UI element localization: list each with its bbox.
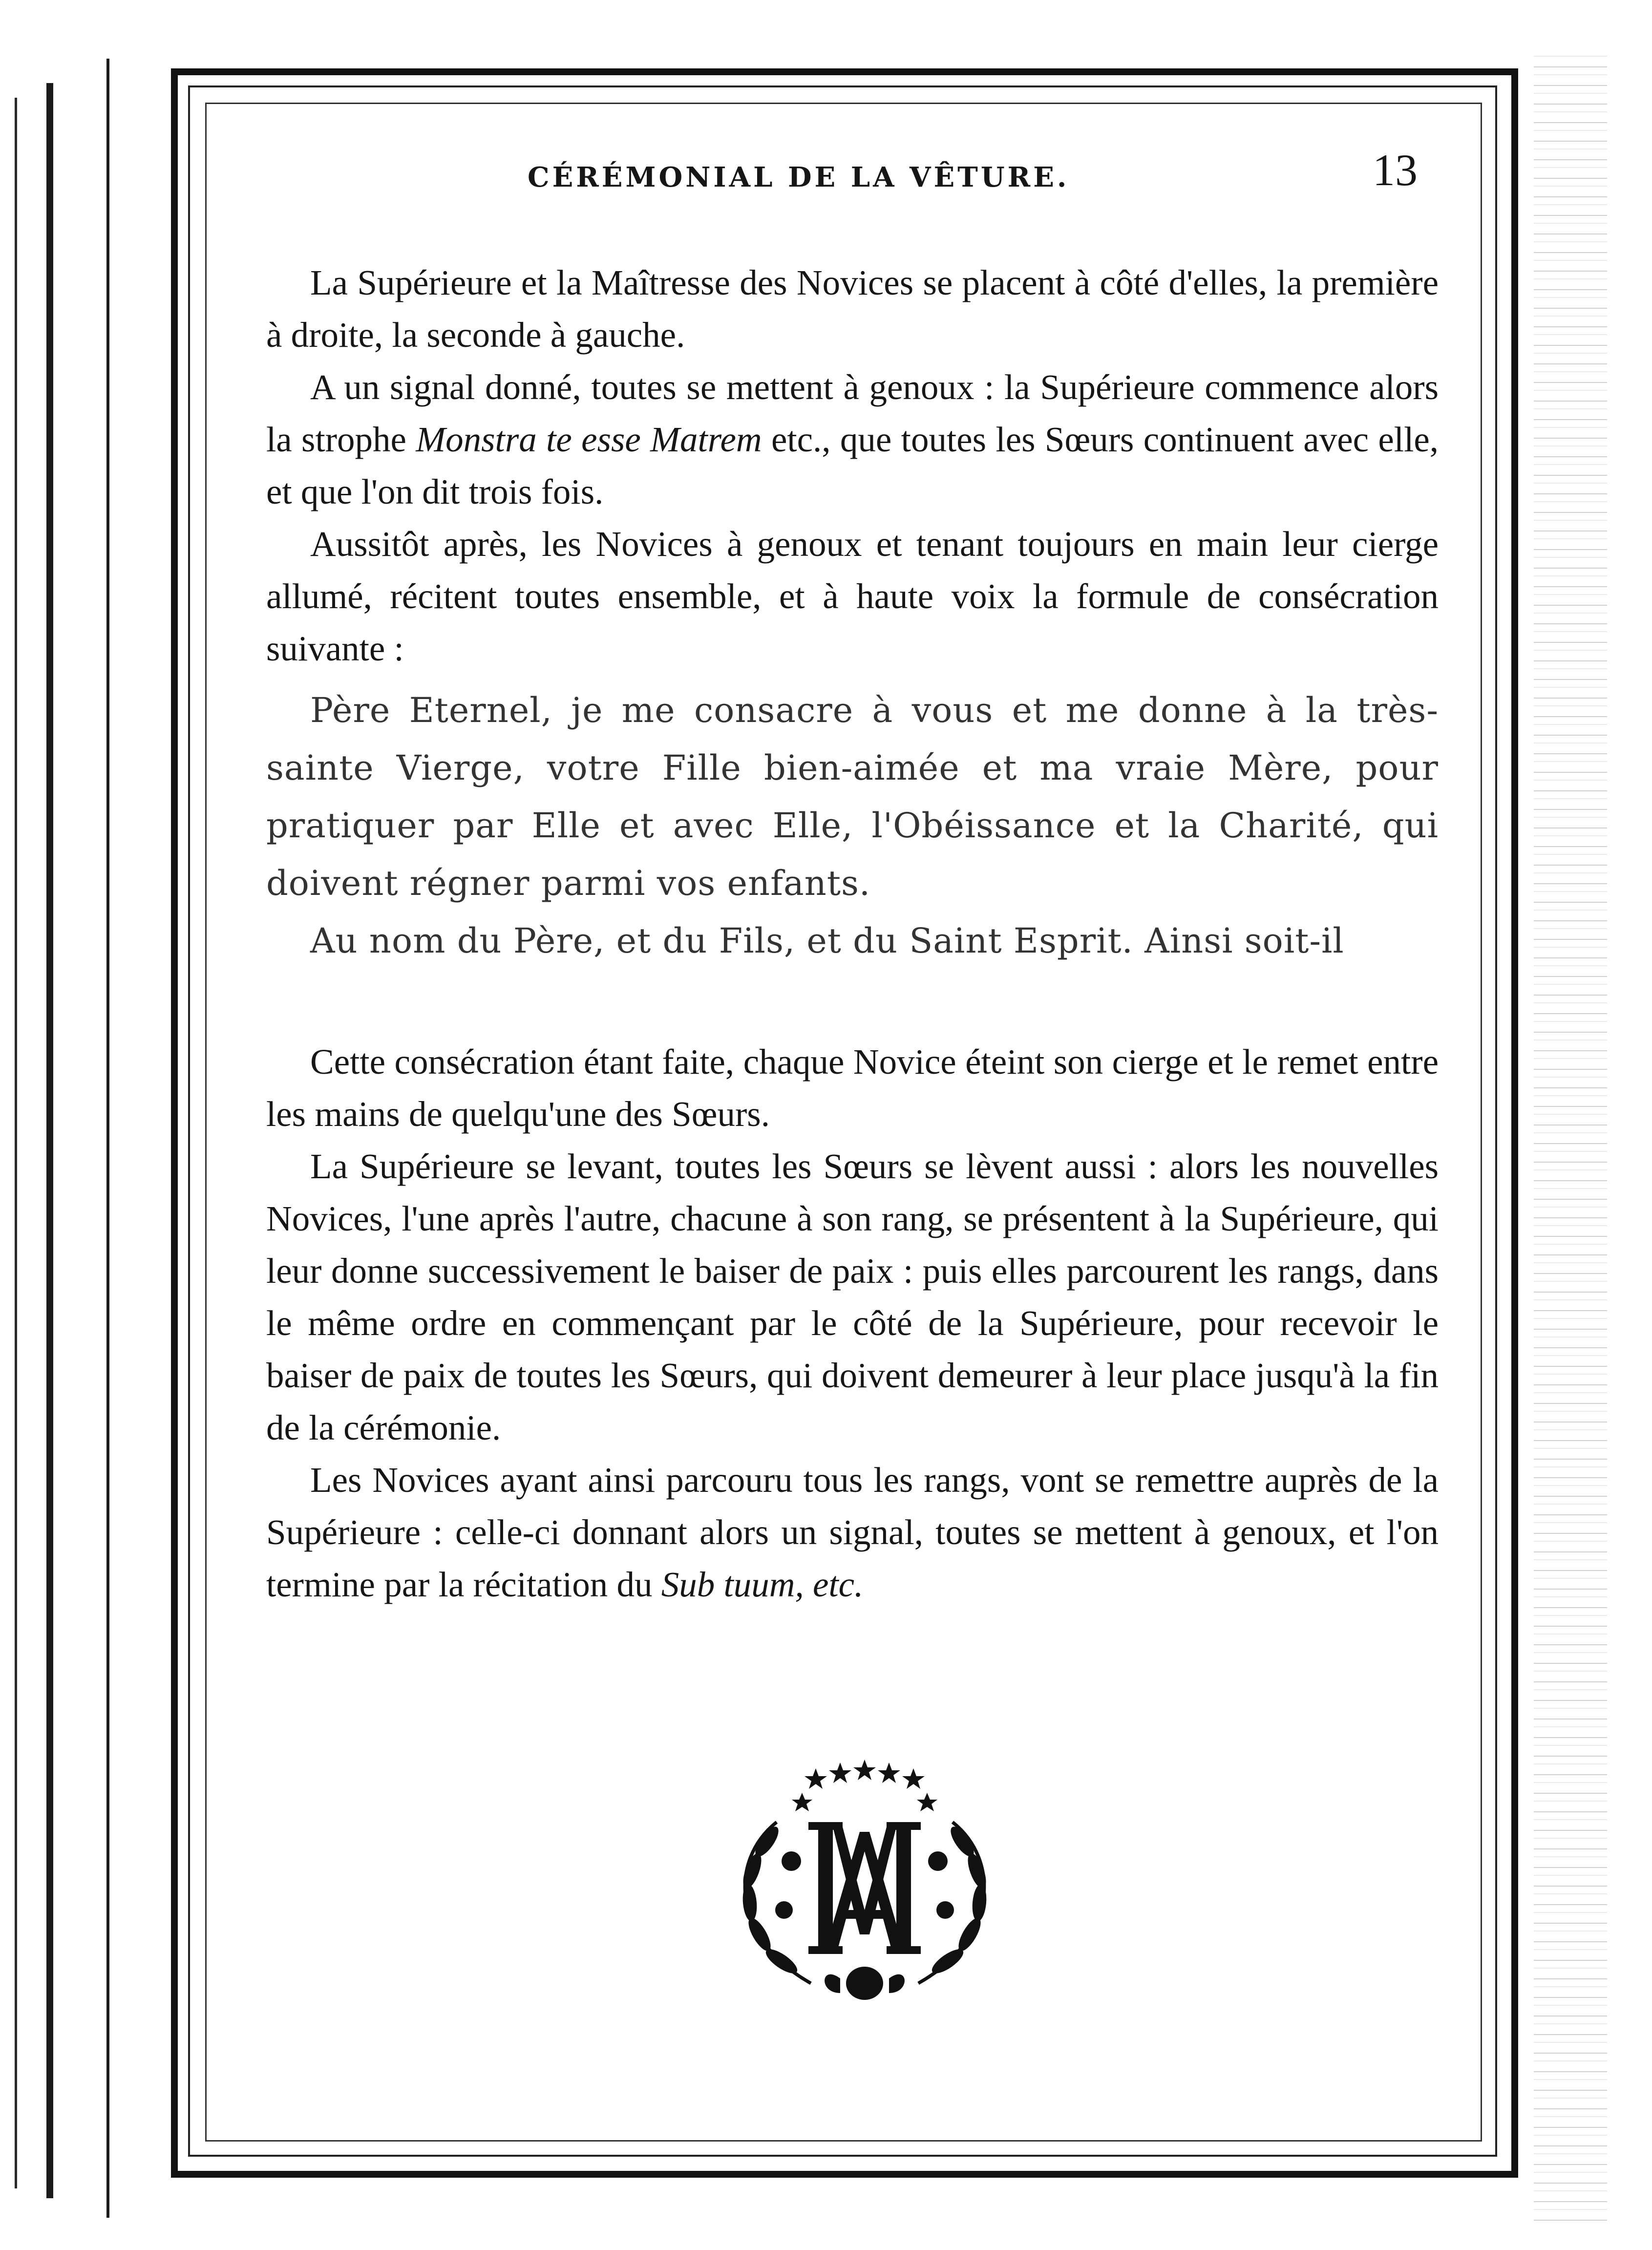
- paragraph-2: [266, 361, 1439, 518]
- previous-page-inner-rule: [0, 98, 17, 2188]
- prayer-paragraph-2: Au nom du Père, et du Fils, et du Saint Esprit. Ainsi soit-il: [310, 921, 1344, 961]
- paragraph-4: Cette consécration étant faite, chaque Novice éteint son cierge et le remet entre les mains de quelqu'une des Sœurs.: [266, 1042, 1439, 1134]
- page-number: 13: [1373, 145, 1418, 195]
- running-title: CÉRÉMONIAL DE LA VÊTURE.: [528, 161, 1070, 193]
- opening-paragraphs: [266, 256, 1439, 675]
- binding-spine: [106, 59, 109, 2218]
- paragraph-5: La Supérieure se levant, toutes les Sœurs se lèvent aussi : alors les nouvelles Novices, l'une après l'autre, chacune à son rang, se présentent à la Supérieure, qui leur donne successivement le baiser de paix : puis elles parcourent les rangs, dans le même ordre en commençant par le côté de la Supérieure, pour recevoir le baiser de paix de toutes les Sœurs, qui doivent demeurer à leur place jusqu'à la fin de la cérémonie.: [266, 1146, 1439, 1447]
- paragraph-6: [266, 1454, 1439, 1611]
- scan-edge-noise: [1534, 49, 1607, 2223]
- consecration-prayer: [266, 681, 1439, 970]
- strophe-title: Monstra te esse Matrem: [416, 420, 762, 459]
- sub-tuum-reference: Sub tuum, etc.: [661, 1565, 864, 1604]
- paragraph-2-end: etc., que toutes les Sœurs continuent avec elle, et que l'on dit trois fois.: [266, 420, 1439, 511]
- paragraph-2-start: A un signal donné, toutes se mettent à genoux : la Supérieure commence alors la strophe: [266, 367, 1439, 459]
- paragraph-1: La Supérieure et la Maîtresse des Novices se placent à côté d'elles, la première à droite, la seconde à gauche.: [266, 263, 1439, 355]
- paragraph-6-start: Les Novices ayant ainsi parcouru tous les rangs, vont se remettre auprès de la Supérieure : celle-ci donnant alors un signal, toutes se mettent à genoux, et l'on termine par la récitation du: [266, 1460, 1439, 1604]
- prayer-paragraph-1: Père Eternel, je me consacre à vous et me donne à la très-sainte Vierge, votre Fille bien-aimée et ma vraie Mère, pour pratiquer par Elle et avec Elle, l'Obéissance et la Charité, qui doivent régner parmi vos enfants.: [266, 690, 1439, 903]
- paragraph-3: Aussitôt après, les Novices à genoux et tenant toujours en main leur cierge allumé, récitent toutes ensemble, et à haute voix la formule de consécration suivante :: [266, 524, 1439, 668]
- closing-paragraphs: [266, 1036, 1439, 1611]
- marian-monogram-icon: [694, 1749, 1036, 2022]
